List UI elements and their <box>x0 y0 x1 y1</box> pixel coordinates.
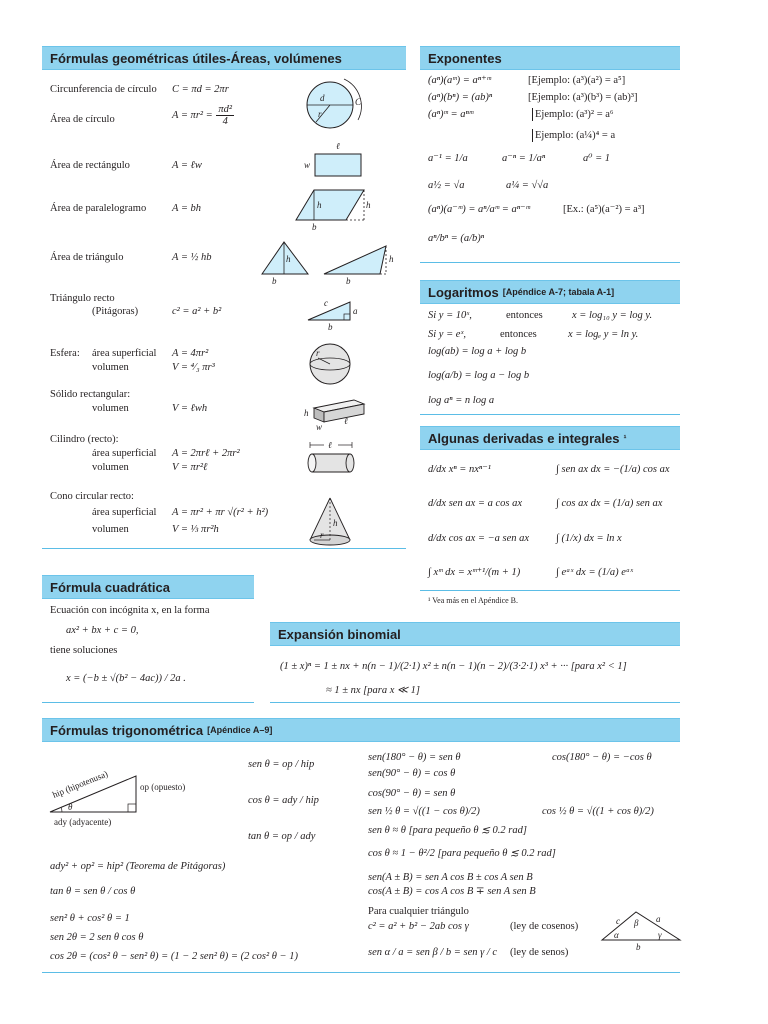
log-bottom-rule <box>420 414 680 415</box>
fig-tri2-b: b <box>346 276 351 286</box>
box-figure <box>302 392 372 432</box>
exp-r3-ex2: Ejemplo: (a¼)⁴ = a <box>532 129 615 142</box>
trig-r1b: cos(180° − θ) = −cos θ <box>552 752 652 763</box>
deriv-i3: ∫ (1/x) dx = ln x <box>556 533 622 544</box>
fig-adj-label: ady (adyacente) <box>54 817 112 827</box>
log-header: Logaritmos [Apéndice A-7; tabala A-1] <box>420 280 680 304</box>
exp-r4a: a⁻¹ = 1/a <box>428 153 468 164</box>
trig-cos: cos θ = ady / hip <box>248 795 319 806</box>
fig-c-label: c <box>324 298 328 308</box>
deriv-header: Algunas derivadas e integrales ¹ <box>420 426 680 450</box>
exp-r4b: a⁻ⁿ = 1/aⁿ <box>502 153 546 164</box>
fig-a-label: a <box>353 306 358 316</box>
sphere-area: A = 4πr² <box>172 348 209 359</box>
log-l5: log aⁿ = n log a <box>428 395 495 406</box>
trig-tan: tan θ = op / ady <box>248 831 316 842</box>
sphere-vol-label: volumen <box>92 362 129 373</box>
para-formula: A = bh <box>172 203 202 214</box>
deriv-i5: ∫ eᵃˣ dx = (1/a) eᵃˣ <box>556 567 634 578</box>
fig-h-label-2: h <box>366 200 371 210</box>
fig-d-label: d <box>320 93 325 103</box>
sphere-vol: V = ⁴⁄₃ πr³ <box>172 362 215 373</box>
exp-r1: (aⁿ)(aᵐ) = aⁿ⁺ᵐ <box>428 75 491 86</box>
log-l1: Si y = 10ˣ, <box>428 310 472 321</box>
deriv-bottom-rule <box>420 590 680 591</box>
deriv-i1: ∫ sen ax dx = −(1/a) cos ax <box>556 464 670 475</box>
trig-id1: sen² θ + cos² θ = 1 <box>50 913 130 924</box>
fig-l-label: ℓ <box>336 141 340 151</box>
trig-r11: sen α / a = sen β / b = sen γ / c <box>368 947 498 958</box>
pit-formula: c² = a² + b² <box>172 306 222 317</box>
fig-sphere-r: r <box>316 348 320 358</box>
sphere-area-label: área superficial <box>92 348 157 359</box>
exp-r5a: a½ = √a <box>428 180 465 191</box>
binom-header: Expansión binomial <box>270 622 680 646</box>
log-l2-res: x = logₑ y = ln y. <box>568 329 639 340</box>
cyl-vol-label: volumen <box>92 462 129 473</box>
cone-vol-label: volumen <box>92 524 129 535</box>
deriv-footnote: ¹ Vea más en el Apéndice B. <box>428 596 519 605</box>
rect-formula: A = ℓw <box>172 160 202 171</box>
binom-b2: ≈ 1 ± nx [para x ≪ 1] <box>326 685 420 696</box>
circ-label: Circunferencia de círculo <box>50 84 157 95</box>
sphere-figure <box>308 342 358 388</box>
rect-label: Área de rectángulo <box>50 160 130 171</box>
exp-r2-ex: [Ejemplo: (a³)(b³) = (ab)³] <box>528 92 638 103</box>
trig-tan2: tan θ = sen θ / cos θ <box>50 886 136 897</box>
cone-area-label: área superficial <box>92 507 157 518</box>
quad-line2: tiene soluciones <box>50 645 118 656</box>
right-triangle-figure <box>304 294 364 334</box>
trig-r11-note: (ley de senos) <box>510 947 569 958</box>
solid-label: Sólido rectangular: <box>50 389 131 400</box>
circ-formula: C = πd = 2πr <box>172 84 229 95</box>
para-label: Área de paralelogramo <box>50 203 147 214</box>
trig-bottom-rule <box>42 972 680 973</box>
sphere-label: Esfera: <box>50 348 80 359</box>
fig-gt-beta: β <box>634 918 639 928</box>
triangle-figures <box>258 238 408 286</box>
trig-r4b: cos ½ θ = √((1 + cos θ)/2) <box>542 806 654 817</box>
trig-sin: sen θ = op / hip <box>248 759 315 770</box>
log-l2-then: entonces <box>500 329 537 340</box>
exp-r3: (aⁿ)ᵐ = aⁿᵐ <box>428 109 474 120</box>
trig-r4a: sen ½ θ = √((1 − cos θ)/2) <box>368 806 480 817</box>
exp-r4c: a⁰ = 1 <box>583 153 611 164</box>
trig-pyth: ady² + op² = hip² (Teorema de Pitágoras) <box>50 861 226 872</box>
exp-r2: (aⁿ)(bⁿ) = (ab)ⁿ <box>428 92 493 103</box>
trig-r10-note: (ley de cosenos) <box>510 921 579 932</box>
cyl-area-label: área superficial <box>92 448 157 459</box>
quad-bottom-rule <box>42 702 254 703</box>
geom-header: Fórmulas geométricas útiles-Áreas, volúmenes <box>42 46 406 70</box>
log-l1-res: x = log₁₀ y = log y. <box>572 310 653 321</box>
trig-id2: sen 2θ = 2 sen θ cos θ <box>50 932 144 943</box>
trig-id3: cos 2θ = (cos² θ − sen² θ) = (1 − 2 sen² θ) = (2 cos² θ − 1) <box>50 951 298 962</box>
trig-r2: sen(90° − θ) = cos θ <box>368 768 456 779</box>
fig-gt-alpha: α <box>614 930 619 940</box>
fig-box-h: h <box>304 408 309 418</box>
cone-label: Cono circular recto: <box>50 491 134 502</box>
quad-line1: Ecuación con incógnita x, en la forma <box>50 605 210 616</box>
binom-b1: (1 ± x)ⁿ = 1 ± nx + n(n − 1)/(2·1) x² ± n(n − 1)(n − 2)/(3·2·1) x³ + ··· [para x² < 1] <box>280 661 627 672</box>
deriv-d1: d/dx xⁿ = nxⁿ⁻¹ <box>428 464 491 475</box>
fig-gt-b: b <box>636 942 641 952</box>
deriv-d3: d/dx cos ax = −a sen ax <box>428 533 530 544</box>
circle-figure <box>300 75 370 135</box>
tri-label: Área de triángulo <box>50 252 124 263</box>
cone-area: A = πr² + πr √(r² + h²) <box>172 507 269 518</box>
rectangle-figure <box>300 140 370 180</box>
quad-solution: x = (−b ± √(b² − 4ac)) / 2a . <box>66 673 186 684</box>
fig-opp-label: op (opuesto) <box>140 782 186 792</box>
quad-header: Fórmula cuadrática <box>42 575 254 599</box>
cyl-area: A = 2πrℓ + 2πr² <box>172 448 240 459</box>
general-triangle-figure <box>598 908 688 952</box>
trig-r6: cos θ ≈ 1 − θ²/2 [para pequeño θ ≲ 0.2 rad] <box>368 848 556 859</box>
fig-C-label: C <box>355 97 362 107</box>
exp-header: Exponentes <box>420 46 680 70</box>
exp-r7: aⁿ/bⁿ = (a/b)ⁿ <box>428 233 485 244</box>
trig-r9: Para cualquier triángulo <box>368 906 469 917</box>
solid-vol-label: volumen <box>92 403 129 414</box>
fig-tri2-h: h <box>389 254 394 264</box>
log-l3: log(ab) = log a + log b <box>428 346 527 357</box>
trig-triangle-figure <box>46 746 236 826</box>
fig-gt-a: a <box>656 914 661 924</box>
trig-header: Fórmulas trigonométrica [Apéndice A–9] <box>42 718 680 742</box>
log-l2: Si y = eˣ, <box>428 329 467 340</box>
fig-gt-gamma: γ <box>658 930 662 940</box>
solid-vol: V = ℓwh <box>172 403 208 414</box>
exp-r5b: a¼ = √√a <box>506 180 549 191</box>
cyl-label: Cilindro (recto): <box>50 434 119 445</box>
fig-cyl-l: ℓ <box>328 440 332 450</box>
log-l4: log(a/b) = log a − log b <box>428 370 530 381</box>
fig-r-label: r <box>318 109 322 119</box>
trig-r1a: sen(180° − θ) = sen θ <box>368 752 461 763</box>
fig-box-l: ℓ <box>344 416 348 426</box>
cone-vol: V = ⅓ πr²h <box>172 524 219 535</box>
deriv-d2: d/dx sen ax = a cos ax <box>428 498 522 509</box>
quad-eq: ax² + bx + c = 0, <box>66 625 139 636</box>
right-tri-label: Triángulo recto <box>50 293 115 304</box>
exp-r6-ex: [Ex.: (a⁵)(a⁻²) = a³] <box>563 204 645 215</box>
trig-r7: sen(A ± B) = sen A cos B ± cos A sen B <box>368 872 533 883</box>
fig-h-label: h <box>317 200 322 210</box>
cylinder-figure <box>308 440 368 480</box>
exp-r3-ex1: Ejemplo: (a³)² = a⁶ <box>532 108 614 121</box>
fig-tri-b: b <box>272 276 277 286</box>
trig-r5: sen θ ≈ θ [para pequeño θ ≲ 0.2 rad] <box>368 825 527 836</box>
log-l1-then: entonces <box>506 310 543 321</box>
exp-r6: (aⁿ)(a⁻ᵐ) = aⁿ/aᵐ = aⁿ⁻ᵐ <box>428 204 530 215</box>
fig-b-label: b <box>312 222 317 232</box>
binom-bottom-rule <box>270 702 680 703</box>
fig-box-w: w <box>316 422 323 432</box>
area-circle-formula: A = πr² = $\frac{\text{πd²}}{4}$ <box>172 104 233 127</box>
fig-hyp-label: hip (hipotenusa) <box>51 768 110 800</box>
exp-bottom-rule <box>420 262 680 263</box>
cyl-vol: V = πr²ℓ <box>172 462 208 473</box>
fig-tri-h: h <box>286 254 291 264</box>
fig-cone-h: h <box>333 518 338 528</box>
trig-r10: c² = a² + b² − 2ab cos γ <box>368 921 469 932</box>
area-circle-label: Área de círculo <box>50 114 115 125</box>
deriv-i2: ∫ cos ax dx = (1/a) sen ax <box>556 498 663 509</box>
parallelogram-figure <box>292 186 372 231</box>
cone-figure <box>306 494 366 554</box>
trig-r8: cos(A ± B) = cos A cos B ∓ sen A sen B <box>368 886 536 897</box>
pit-label: (Pitágoras) <box>92 306 139 317</box>
deriv-i4: ∫ xᵐ dx = xᵐ⁺¹/(m + 1) <box>428 567 521 578</box>
fig-cone-r: r <box>320 530 324 540</box>
fig-theta: θ <box>68 802 73 812</box>
tri-formula: A = ½ hb <box>172 252 212 263</box>
fig-b2-label: b <box>328 322 333 332</box>
fig-w-label: w <box>304 160 311 170</box>
fig-gt-c: c <box>616 916 620 926</box>
trig-r3: cos(90° − θ) = sen θ <box>368 788 456 799</box>
exp-r1-ex: [Ejemplo: (a³)(a²) = a⁵] <box>528 75 626 86</box>
